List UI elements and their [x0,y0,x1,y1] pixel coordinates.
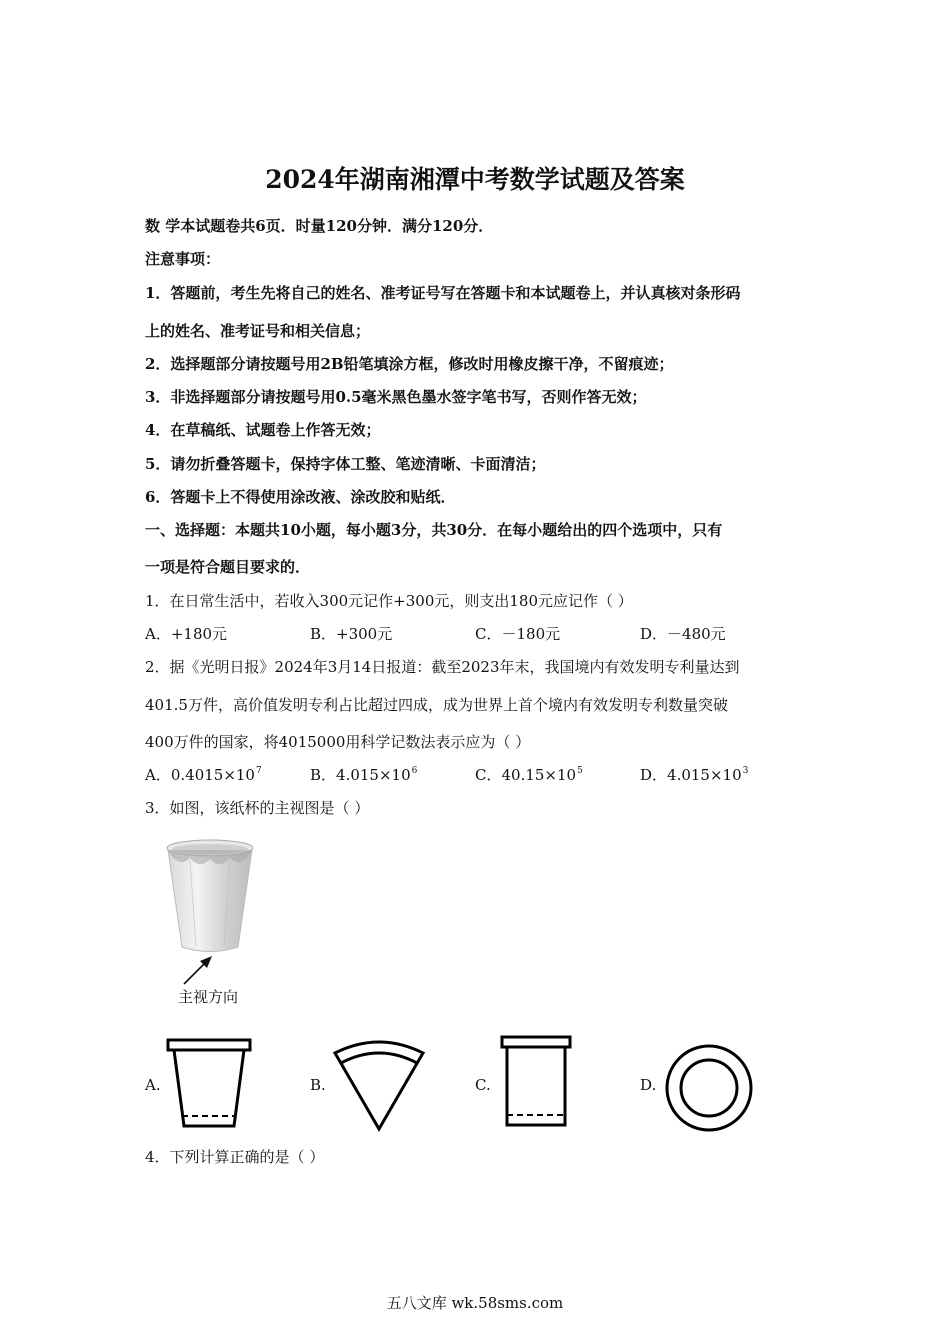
q3-option-a-label: A. [145,1076,161,1094]
page-title: 2024年湖南湘潭中考数学试题及答案 [265,165,685,194]
q3-option-c-figure [500,1035,572,1135]
q1-option-c: C．－180元 [475,625,561,643]
q3-option-a-figure [166,1038,252,1134]
question-4-stem: 4．下列计算正确的是（ ） [145,1148,325,1166]
question-2-stem: 400万件的国家，将4015000用科学记数法表示应为（ ） [145,733,531,751]
notice-item: 2．选择题部分请按题号用2B铅笔填涂方框，修改时用橡皮擦干净，不留痕迹； [145,355,674,373]
q2-option-a: A．$0.4015\times 10^7$ [145,766,262,784]
notice-item: 5．请勿折叠答题卡，保持字体工整、笔迹清晰、卡面清洁； [145,455,546,473]
q2-option-c: C．$40.15\times 10^5$ [475,766,583,784]
q3-option-c-label: C. [475,1076,491,1094]
q1-option-d: D．－480元 [640,625,726,643]
q3-option-d-figure [664,1043,754,1133]
section-heading: 一项是符合题目要求的． [145,558,311,576]
notice-item: 3．非选择题部分请按题号用0.5毫米黑色墨水签字笔书写，否则作答无效； [145,388,647,406]
section-heading: 一、选择题：本题共10小题，每小题3分，共30分．在每小题给出的四个选项中，只有 [145,521,723,539]
q3-option-b-figure [333,1033,425,1133]
q1-option-a: A．+180元 [145,625,228,643]
question-1-stem: 1．在日常生活中，若收入300元记作+300元，则支出180元应记作（ ） [145,592,633,610]
question-3-stem: 3．如图，该纸杯的主视图是（ ） [145,799,370,817]
question-2-stem: 2．据《光明日报》2024年3月14日报道：截至2023年末，我国境内有效发明专利量达到 [145,658,740,676]
q3-option-d-label: D. [640,1076,657,1094]
notice-item: 1．答题前，考生先将自己的姓名、准考证号写在答题卡和本试题卷上，并认真核对条形码 [145,284,741,302]
notice-heading: 注意事项： [145,250,221,268]
view-direction-arrow-icon [180,950,220,990]
page-footer: 五八文库 wk.58sms.com [386,1294,564,1312]
notice-item: 4．在草稿纸、试题卷上作答无效； [145,421,381,439]
exam-intro: 数 学本试题卷共6页．时量120分钟．满分120分． [145,217,494,235]
question-2-stem: 401.5万件，高价值发明专利占比超过四成，成为世界上首个境内有效发明专利数量突破 [145,696,728,714]
q2-option-b: B．$4.015\times 10^6$ [310,766,418,784]
view-direction-label: 主视方向 [178,988,239,1006]
q3-option-b-label: B. [310,1076,326,1094]
q2-option-d: D．$4.015\times 10^3$ [640,766,749,784]
notice-item: 上的姓名、准考证号和相关信息； [145,322,371,340]
notice-item: 6．答题卡上不得使用涂改液、涂改胶和贴纸． [145,488,456,506]
q1-option-b: B．+300元 [310,625,393,643]
